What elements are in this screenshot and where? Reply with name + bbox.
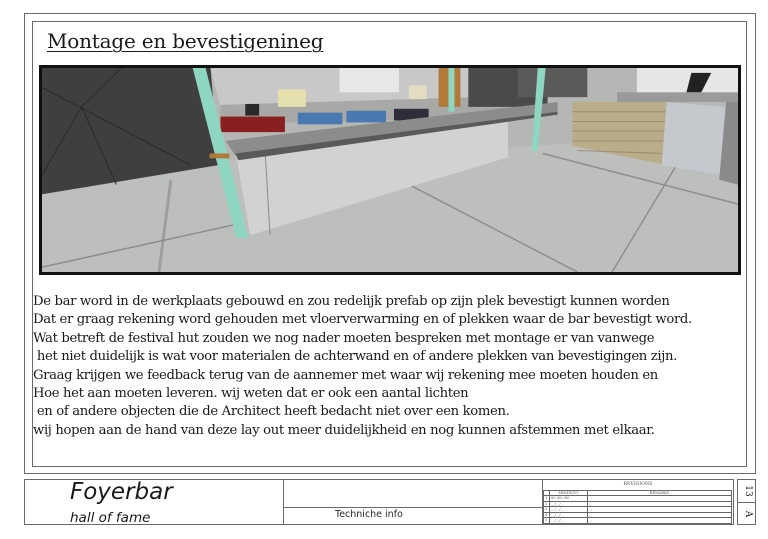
revisions-col-date: MM/DD/YY (550, 491, 588, 496)
sheet-number-block (737, 479, 756, 525)
bar-3d-render-graphic (42, 68, 738, 272)
rev-remarks: __ (588, 512, 732, 518)
title-block-info (283, 479, 543, 525)
body-line: het niet duidelijk is wat voor materialen de achterwand en of andere plekken van bevestigingen zijn. (33, 349, 677, 365)
sheet-block-divider (738, 502, 755, 503)
body-line: wij hopen aan de hand van deze lay out meer duidelijkheid en nog kunnen afstemmen met elkaar. (33, 422, 655, 438)
project-name: Foyerbar (70, 479, 173, 505)
rev-date: 00 /00 /00 (550, 496, 588, 502)
title-block-divider (284, 507, 542, 508)
rev-index: 1 (544, 496, 550, 502)
revisions-col-remarks: REMARKS (588, 491, 732, 496)
rev-date: __/__/__ (550, 512, 588, 518)
body-line: Graag krijgen we feedback terug van de aannemer met waar wij rekening mee moeten houden en (33, 367, 658, 383)
rev-remarks: __ (588, 507, 732, 513)
rev-index: 4 (544, 512, 550, 518)
rev-date: __/__/__ (550, 501, 588, 507)
sheet-number: 13 (743, 485, 753, 497)
sheet-revision: A (743, 510, 753, 518)
body-line: en of andere objecten die de Architect heeft bedacht niet over een komen. (33, 404, 510, 420)
revisions-table (543, 490, 732, 524)
rev-index: 2 (544, 501, 550, 507)
project-subtitle: hall of fame (70, 510, 151, 524)
rev-date: __/__/__ (550, 507, 588, 513)
body-line: Hoe het aan moeten leveren. wij weten dat er ook een aantal lichten (33, 386, 469, 402)
body-line: De bar word in de werkplaats gebouwd en zou redelijk prefab op zijn plek bevestigt kunnen worden (33, 294, 670, 309)
rev-remarks: __ (588, 518, 732, 524)
rev-index: 5 (544, 518, 550, 524)
revisions-row (544, 518, 732, 524)
bar-render-image (39, 65, 741, 275)
sheet-label: Techniche info (335, 509, 403, 520)
revisions-title: REVISIONS (623, 482, 653, 487)
revisions-block (542, 479, 734, 525)
rev-date: __/__/__ (550, 518, 588, 524)
body-line: Wat betreft de festival hut zouden we nog nader moeten bespreken met montage er van vanwege (33, 330, 655, 346)
rev-index: 3 (544, 507, 550, 513)
rev-remarks: __ (588, 501, 732, 507)
body-line: Dat er graag rekening word gehouden met vloerverwarming en of plekken waar de bar bevestigt word. (33, 312, 692, 328)
page-title: Montage en bevestigenineg (47, 29, 324, 53)
body-text (33, 293, 753, 440)
